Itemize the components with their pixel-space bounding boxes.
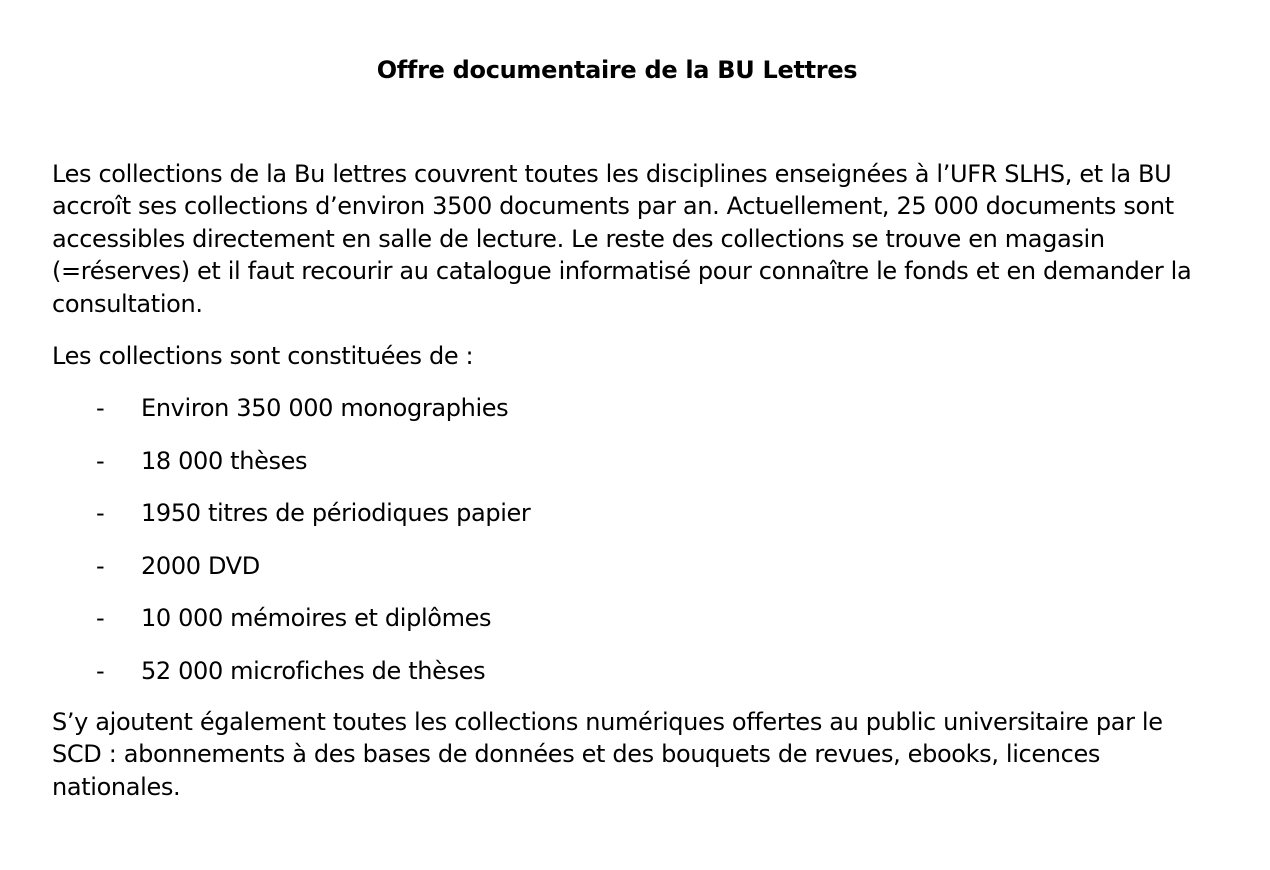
list-item-text: 52 000 microfiches de thèses [141,656,486,685]
list-bullet: - [96,604,105,632]
closing-paragraph: S’y ajoutent également toutes les collections numériques offertes au public universitaire par le SCD : abonnements à des bases de données et des bouquets de revues, ebooks, licences nationales. [52,708,1163,801]
list-bullet: - [96,394,105,422]
list-bullet: - [96,499,105,527]
list-item-text: 18 000 thèses [141,446,308,475]
list-item-text: 10 000 mémoires et diplômes [141,604,492,632]
list-bullet: - [96,446,105,475]
list-bullet: - [96,656,105,685]
list-item-text: 2000 DVD [141,551,260,580]
list-item-text: 1950 titres de périodiques papier [141,499,531,527]
list-item-text: Environ 350 000 monographies [141,394,509,422]
intro-paragraph: Les collections de la Bu lettres couvrent toutes les disciplines enseignées à l’UFR SLHS, et la BU accroît ses collections d’environ 3500 documents par an. Actuellement, 25 000 documents sont accessibles directement en salle de lecture. Le reste des collections se trouve en magasin (=réserves) et il faut recourir au catalogue informatisé pour connaître le fonds et en demander la consultation. [52,160,1192,318]
list-intro-paragraph: Les collections sont constituées de : [52,342,474,370]
page-title: Offre documentaire de la BU Lettres [376,56,858,84]
list-bullet: - [96,551,105,580]
